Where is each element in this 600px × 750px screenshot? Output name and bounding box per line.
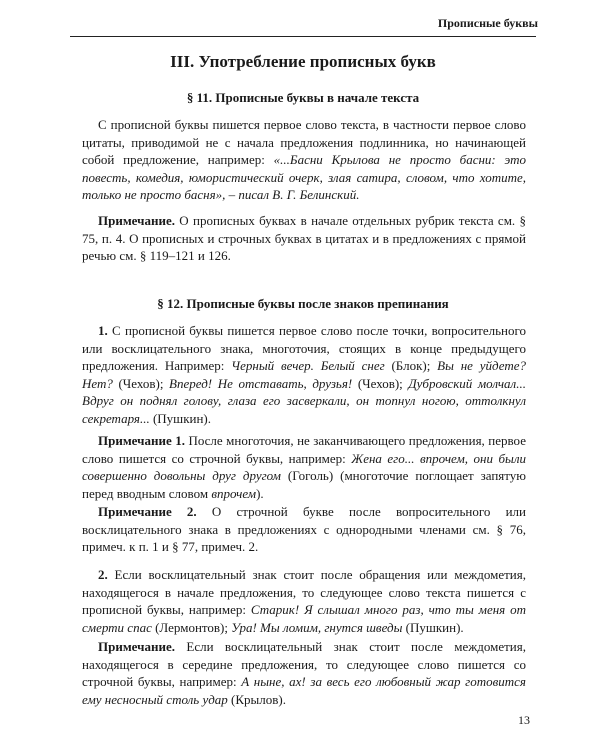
text-run: ). bbox=[256, 485, 264, 501]
note-label: Примечание. bbox=[98, 639, 175, 654]
section-11-paragraph bbox=[82, 116, 526, 204]
example-text: Ура! Мы ломим, гнутся шведы bbox=[231, 619, 403, 635]
section-11-title: § 11. Прописные буквы в начале текста bbox=[186, 90, 420, 105]
text-run: С прописной буквы пишется первое слово текста, в частности первое слово цитаты, приводимой не с начала предложения подлинника, но начинающей собой предложение, например: bbox=[82, 117, 526, 167]
text-run: (Чехов); bbox=[352, 375, 409, 391]
text-run: Если восклицательный знак стоит после обращения или междометия, находящегося в начале предложения, то следующее слово текста пишется с прописной буквы, например: bbox=[82, 567, 526, 617]
example-text: Жена его... впрочем, они были совершенно довольны друг другом bbox=[82, 450, 526, 483]
note-text: О строчной букве после вопросительного или восклицательного знака в предложениях с однородными членами см. § 76, примеч. к п. 1 и § 77, примеч. 2. bbox=[82, 504, 526, 554]
text-run: – bbox=[225, 187, 239, 202]
item-number: 2. bbox=[98, 567, 108, 582]
section-12-paragraph-2 bbox=[82, 566, 526, 636]
page-number: 13 bbox=[518, 713, 530, 727]
section-11-note bbox=[82, 212, 526, 265]
text-run: С прописной буквы пишется первое слово после точки, вопросительного или восклицательного знака, многоточия, стоящих в конце предыдущего предложения. Например: bbox=[82, 323, 526, 373]
section-12-note-2 bbox=[82, 503, 526, 556]
note-label: Примечание. bbox=[98, 213, 175, 228]
section-12-paragraph-1 bbox=[82, 322, 526, 427]
text-run: (Лермонтов); bbox=[151, 619, 232, 635]
running-head: Прописные буквы bbox=[437, 16, 538, 30]
text-run: (Пушкин). bbox=[149, 410, 212, 426]
header-rule bbox=[70, 36, 536, 37]
note-label: Примечание 2. bbox=[98, 504, 197, 519]
note-label: Примечание 1. bbox=[98, 433, 185, 448]
text-run: (Чехов); bbox=[112, 375, 170, 391]
example-text: Дубровский молчал... Вдруг он поднял голову, глаза его засверкали, он топнул ногою, оттолкнул секретаря... bbox=[82, 375, 526, 426]
quote-attribution: писал В. Г. Белинский. bbox=[238, 187, 360, 202]
example-text: А ныне, ах! за весь его любовный жар готовится ему несносный столь удар bbox=[82, 674, 526, 707]
text-run: (Блок); bbox=[384, 358, 438, 373]
quote-citation: «...Басни Крылова не просто басни: это повесть, комедия, юмористический очерк, злая сатира, словом, что хотите, только не просто басня», bbox=[82, 152, 526, 202]
text-run: Если восклицательный знак стоит после междометия, находящегося в середине предложения, то следующее слово пишется со строчной буквы, например: bbox=[82, 639, 526, 689]
text-run: После многоточия, не заканчивающего предложения, первое слово пишется со строчной буквы, например: bbox=[82, 433, 526, 466]
section-12-title: § 12. Прописные буквы после знаков препинания bbox=[157, 296, 449, 311]
example-text: Вы не уйдете? Нет? bbox=[82, 358, 526, 391]
example-text: впрочем bbox=[211, 485, 257, 501]
text-run: (Крылов). bbox=[227, 691, 286, 707]
example-text: Вперед! Не отставать, друзья! bbox=[169, 375, 353, 391]
note-text: О прописных буквах в начале отдельных рубрик текста см. § 75, п. 4. О прописных и строчных буквах в цитатах и в предложениях с прямой речью см. § 119–121 и 126. bbox=[82, 213, 526, 263]
text-run: (Пушкин). bbox=[402, 619, 464, 635]
section-12-note-3 bbox=[82, 638, 526, 708]
item-number: 1. bbox=[98, 323, 108, 338]
example-text: Старик! Я слышал много раз, что ты меня от смерти спас bbox=[82, 602, 526, 635]
chapter-title: III. Употребление прописных букв bbox=[170, 52, 436, 71]
section-12-note-1 bbox=[82, 432, 526, 502]
text-run: (Гоголь) (многоточие поглощает запятую перед вводным словом bbox=[82, 468, 527, 501]
example-text: Черный вечер. Белый снег bbox=[231, 358, 385, 373]
